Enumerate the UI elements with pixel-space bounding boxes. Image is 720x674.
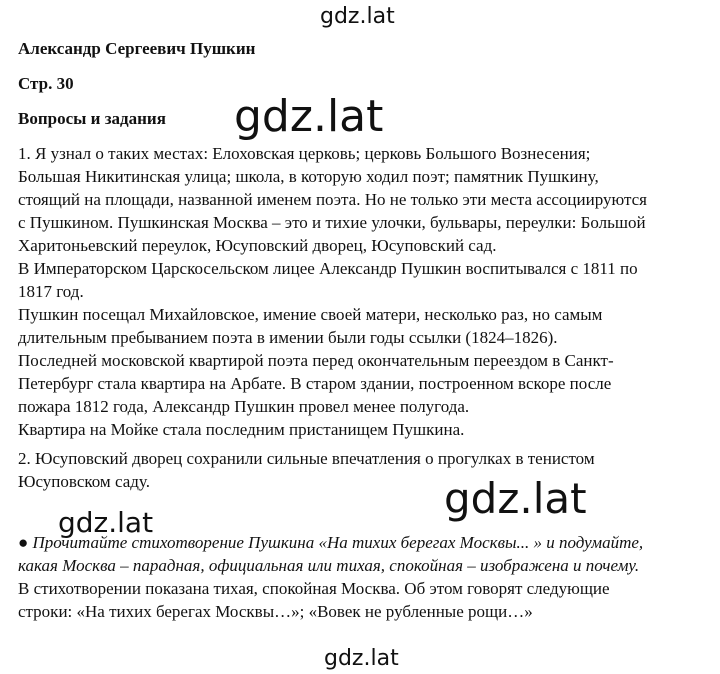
- answer-2: [18, 447, 714, 493]
- answer-1-line: В Императорском Царскосельском лицее Александр Пушкин воспитывался с 1811 по: [18, 259, 638, 278]
- answer-1-line: 1817 год.: [18, 282, 84, 301]
- answer-1-line: Квартира на Мойке стала последним пристанищем Пушкина.: [18, 420, 465, 439]
- task-question-line: какая Москва – парадная, официальная или тихая, спокойная – изображена и почему.: [18, 556, 640, 575]
- answer-1-line: Большая Никитинская улица; школа, в которую ходил поэт; памятник Пушкину,: [18, 167, 599, 186]
- answer-1: [18, 142, 714, 441]
- answer-1-line: пожара 1812 года, Александр Пушкин провел менее полугода.: [18, 397, 470, 416]
- answer-1-line: Харитоньевский переулок, Юсуповский дворец, Юсуповский сад.: [18, 236, 497, 255]
- task-answer-line: строки: «На тихих берегах Москвы…»; «Вовек не рубленные рощи…»: [18, 602, 533, 621]
- answer-1-line: Петербург стала квартира на Арбате. В старом здании, построенном вскоре после: [18, 374, 612, 393]
- answer-1-line: с Пушкином. Пушкинская Москва – это и тихие улочки, бульвары, переулки: Большой: [18, 213, 646, 232]
- answer-1-line: 1. Я узнал о таких местах: Елоховская церковь; церковь Большого Вознесения;: [18, 144, 591, 163]
- section-heading: Вопросы и задания: [18, 109, 166, 128]
- watermark-large: gdz.lat: [234, 91, 384, 142]
- task-block: [18, 531, 714, 623]
- watermark-bottom: gdz.lat: [324, 646, 399, 671]
- task-question-line: ● Прочитайте стихотворение Пушкина «На тихих берегах Москвы... » и подумайте,: [18, 533, 644, 552]
- watermark-right: gdz.lat: [444, 474, 587, 523]
- watermark-top: gdz.lat: [320, 4, 395, 29]
- document-body: [18, 37, 714, 623]
- answer-1-line: стоящий на площади, названной именем поэта. Но не только эти места ассоциируются: [18, 190, 647, 209]
- answer-1-line: Пушкин посещал Михайловское, имение своей матери, несколько раз, но самым: [18, 305, 603, 324]
- watermark-left: gdz.lat: [58, 506, 154, 539]
- answer-1-line: Последней московской квартирой поэта перед окончательным переездом в Санкт-: [18, 351, 614, 370]
- page-number-heading: Стр. 30: [18, 74, 74, 93]
- task-answer-line: В стихотворении показана тихая, спокойная Москва. Об этом говорят следующие: [18, 579, 610, 598]
- answer-1-line: длительным пребыванием поэта в имении были годы ссылки (1824–1826).: [18, 328, 558, 347]
- answer-2-line: Юсуповском саду.: [18, 472, 150, 491]
- author-heading: Александр Сергеевич Пушкин: [18, 39, 256, 58]
- answer-2-line: 2. Юсуповский дворец сохранили сильные впечатления о прогулках в тенистом: [18, 449, 595, 468]
